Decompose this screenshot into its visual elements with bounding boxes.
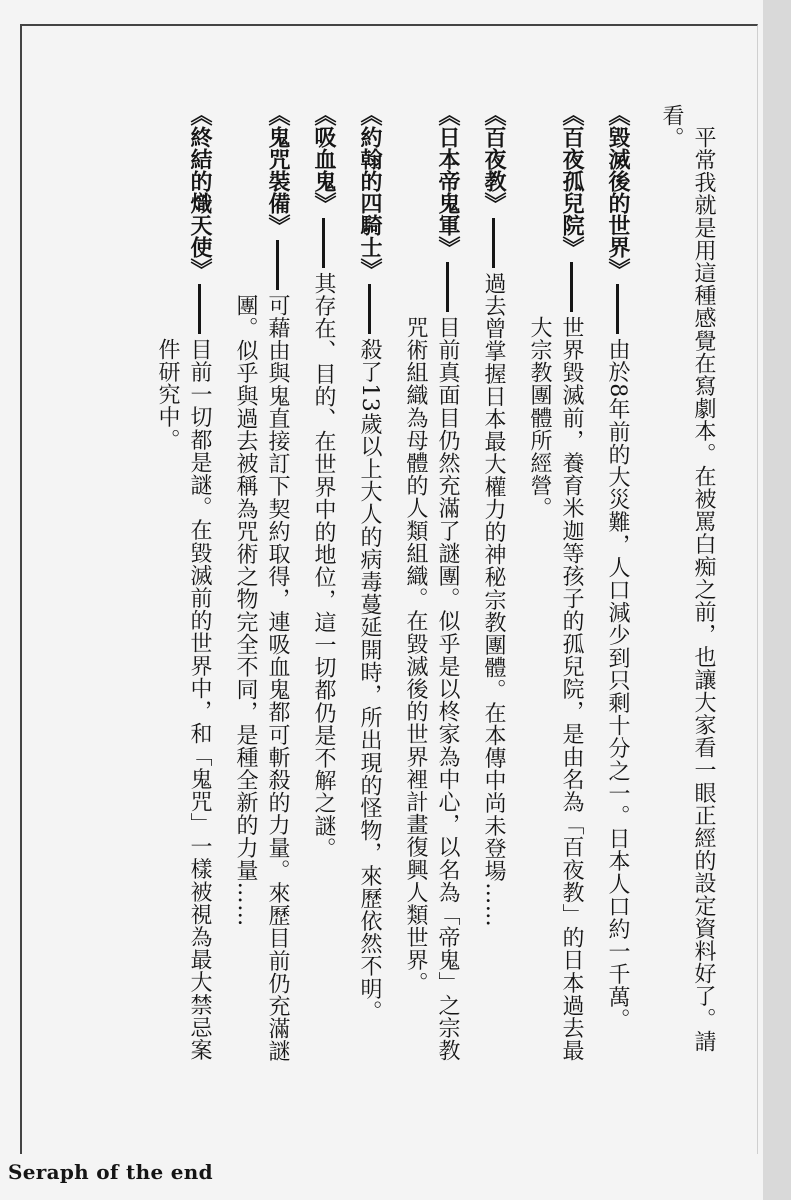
entry-vampires: [293, 104, 339, 1064]
entry-description: 可藉由與鬼直接訂下契約取得，連吸血鬼都可斬殺的力量。來歷目前仍充滿謎團。似乎與過去被稱為咒術之物完全不同，是種全新的力量……: [233, 294, 290, 1063]
entry-description: 目前一切都是謎。在毀滅前的世界中，和「鬼咒」一樣被視為最大禁忌案件研究中。: [155, 338, 212, 1062]
entry-hyakuya-sect: [463, 104, 509, 1064]
entry-title: 《吸血鬼》: [311, 104, 336, 214]
intro-paragraph: 平常我就是用這種感覺在寫劇本。在被罵白痴之前，也讓大家看一眼正經的設定資料好了。請看。: [659, 104, 716, 1053]
em-dash-rule: [261, 236, 293, 294]
entry-title: 《百夜孤兒院》: [559, 104, 584, 258]
em-dash-rule: [477, 214, 509, 272]
em-dash-rule: [601, 280, 633, 338]
vertical-text-body: [137, 104, 719, 1064]
em-dash-rule: [555, 258, 587, 316]
entry-four-horsemen-of-john: [339, 104, 385, 1064]
entry-japan-imperial-demon-army: [385, 104, 463, 1064]
entry-seraph-of-the-end: [137, 104, 215, 1064]
entry-description: 目前真面目仍然充滿了謎團。似乎是以柊家為中心，以名為「帝鬼」之宗教咒術組織為母體的人類組織。在毀滅後的世界裡計畫復興人類世界。: [403, 316, 460, 1062]
entry-description: 其存在、目的、在世界中的地位，這一切都仍是不解之謎。: [311, 272, 336, 860]
entry-cursed-gear: [215, 104, 293, 1064]
entry-title: 《百夜教》: [481, 104, 506, 214]
entry-hyakuya-orphanage: [509, 104, 587, 1064]
em-dash-rule: [431, 258, 463, 316]
entry-title: 《鬼咒裝備》: [265, 104, 290, 236]
em-dash-rule: [183, 280, 215, 338]
entry-description: 由於8年前的大災難，人口減少到只剩十分之一。日本人口約一千萬。: [605, 338, 630, 1031]
entry-title: 《終結的熾天使》: [187, 104, 212, 280]
entry-title: 《毀滅後的世界》: [605, 104, 630, 280]
em-dash-rule: [307, 214, 339, 272]
entry-destroyed-world: [587, 104, 633, 1064]
entry-title: 《約翰的四騎士》: [357, 104, 382, 280]
page-edge-strip: [763, 0, 791, 1200]
entry-description: 過去曾掌握日本最大權力的神秘宗教團體。在本傳中尚未登場……: [481, 272, 506, 928]
entry-description: 世界毀滅前，養育米迦等孩子的孤兒院，是由名為「百夜教」的日本過去最大宗教團體所經營。: [527, 316, 584, 1062]
em-dash-rule: [353, 280, 385, 338]
entry-title: 《日本帝鬼軍》: [435, 104, 460, 258]
series-logo-text: Seraph of the end: [8, 1160, 213, 1184]
entry-description: 殺了13歲以上大人的病毒蔓延開時，所出現的怪物，來歷依然不明。: [357, 338, 382, 1023]
